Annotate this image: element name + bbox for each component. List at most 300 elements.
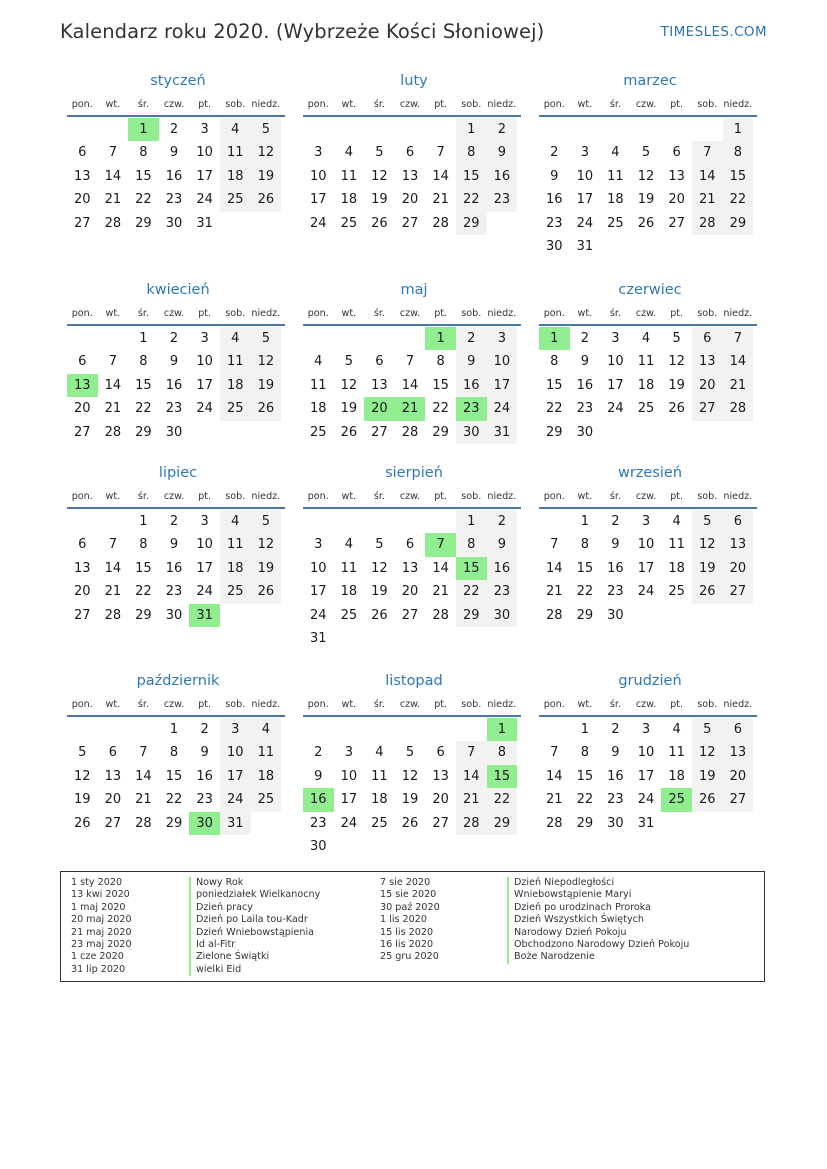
day-cell: 13 <box>104 768 122 784</box>
weekday-label: wt. <box>105 99 121 110</box>
legend-dates-right <box>380 877 440 964</box>
day-cell: 2 <box>550 145 559 161</box>
day-cell: 3 <box>220 718 251 741</box>
weekday-label: czw. <box>635 491 657 502</box>
day-cell: 8 <box>139 354 148 370</box>
day-cell: 29 <box>723 212 754 235</box>
day-cell: 23 <box>487 580 518 603</box>
day-cell: 16 <box>607 768 624 784</box>
day-cell: 21 <box>432 584 449 600</box>
day-cell: 15 <box>135 168 152 184</box>
day-cell: 13 <box>723 741 754 764</box>
day-cell: 3 <box>344 745 353 761</box>
day-cell: 2 <box>487 118 518 141</box>
legend-date: 30 paź 2020 <box>380 901 440 913</box>
weekday-label: pt. <box>434 99 448 110</box>
day-cell: 22 <box>135 192 152 208</box>
day-cell: 26 <box>251 397 282 420</box>
day-cell: 8 <box>436 354 445 370</box>
day-cell: 10 <box>309 168 327 184</box>
day-cell: 3 <box>200 514 209 529</box>
weekday-label: niedz. <box>251 308 281 319</box>
day-cell: 4 <box>251 718 282 741</box>
weekday-label: niedz. <box>723 699 753 710</box>
day-cell: 11 <box>220 350 251 373</box>
day-cell: 7 <box>108 537 117 553</box>
weekday-label: pt. <box>198 491 212 502</box>
day-cell: 13 <box>668 168 685 184</box>
day-cell: 28 <box>723 397 754 420</box>
weekday-label: sob. <box>697 308 718 319</box>
month-title: czerwiec <box>618 282 682 298</box>
day-cell: 23 <box>545 215 563 231</box>
day-cell: 20 <box>668 192 685 208</box>
weekday-label: sob. <box>225 308 246 319</box>
day-cell: 27 <box>73 424 91 440</box>
day-cell: 22 <box>135 401 152 417</box>
weekday-label: śr. <box>137 308 149 319</box>
day-cell: 1 <box>456 510 487 533</box>
day-cell: 9 <box>169 537 179 553</box>
weekday-label: wt. <box>577 308 593 319</box>
month-divider <box>67 715 285 717</box>
day-cell: 14 <box>104 377 122 393</box>
day-cell: 17 <box>309 584 327 600</box>
day-cell: 12 <box>371 560 388 576</box>
day-cell: 12 <box>692 741 723 764</box>
day-cell: 22 <box>432 401 449 417</box>
weekday-label: czw. <box>399 491 421 502</box>
day-cell: 29 <box>456 212 487 235</box>
day-cell: 20 <box>401 584 419 600</box>
weekday-label: pon. <box>71 491 93 502</box>
month-divider <box>303 324 521 326</box>
day-cell: 25 <box>340 215 358 231</box>
day-cell: 30 <box>165 215 183 231</box>
day-cell: 27 <box>401 607 419 623</box>
day-cell: 18 <box>220 374 251 397</box>
day-cell: 25 <box>220 397 251 420</box>
day-cell: 19 <box>73 792 91 808</box>
day-cell: 27 <box>73 607 91 623</box>
day-cell: 30 <box>309 839 327 854</box>
day-cell: 12 <box>401 768 419 784</box>
day-cell: 9 <box>550 168 559 184</box>
day-cell: 3 <box>641 514 651 529</box>
day-cell: 13 <box>692 350 723 373</box>
day-cell: 27 <box>692 397 723 420</box>
day-cell: 26 <box>668 401 685 417</box>
day-cell: 8 <box>487 741 518 764</box>
day-cell: 7 <box>456 741 487 764</box>
legend-holiday-name: Dzień Wniebowstąpienia <box>189 927 320 939</box>
day-cell: 21 <box>104 584 122 600</box>
day-cell: 30 <box>165 424 183 440</box>
day-cell: 10 <box>637 537 655 553</box>
weekday-label: wt. <box>341 99 357 110</box>
day-cell: 6 <box>672 145 681 161</box>
day-cell: 10 <box>196 537 213 553</box>
day-cell: 31 <box>487 421 518 444</box>
day-cell: 29 <box>135 215 152 231</box>
holiday-day-cell: 1 <box>539 327 570 350</box>
day-cell: 29 <box>135 607 152 623</box>
day-cell: 25 <box>340 607 358 623</box>
weekday-label: śr. <box>373 699 385 710</box>
day-cell: 17 <box>196 377 213 393</box>
weekday-label: sob. <box>461 308 482 319</box>
day-cell: 29 <box>456 604 487 627</box>
legend-date: 20 maj 2020 <box>71 914 132 926</box>
day-cell: 23 <box>487 188 518 211</box>
legend-date: 16 lis 2020 <box>380 938 434 950</box>
day-cell: 14 <box>104 560 122 576</box>
legend-date: 25 gru 2020 <box>380 951 439 963</box>
day-cell: 1 <box>139 514 148 529</box>
day-cell: 11 <box>371 768 388 784</box>
day-cell: 28 <box>545 607 563 623</box>
day-cell: 22 <box>576 792 594 808</box>
day-cell: 17 <box>487 374 518 397</box>
day-cell: 26 <box>73 815 91 831</box>
weekday-label: wt. <box>105 699 121 710</box>
day-cell: 18 <box>668 768 685 784</box>
day-cell: 15 <box>576 560 594 576</box>
day-cell: 18 <box>220 557 251 580</box>
day-cell: 17 <box>196 168 213 184</box>
day-cell: 16 <box>607 560 624 576</box>
weekday-label: śr. <box>373 308 385 319</box>
day-cell: 9 <box>580 354 589 370</box>
day-cell: 18 <box>607 192 624 208</box>
day-cell: 18 <box>340 584 358 600</box>
day-cell: 2 <box>487 510 518 533</box>
legend-date: 1 lis 2020 <box>380 914 427 926</box>
day-cell: 27 <box>401 215 419 231</box>
day-cell: 12 <box>340 377 358 393</box>
day-cell: 2 <box>611 514 620 529</box>
day-cell: 25 <box>371 815 388 831</box>
day-cell: 3 <box>200 122 209 137</box>
holiday-day-cell: 1 <box>487 718 518 741</box>
weekday-label: śr. <box>137 699 149 710</box>
day-cell: 4 <box>344 145 353 161</box>
day-cell: 20 <box>73 401 91 417</box>
legend-holiday-name: Wniebowstąpienie Maryi <box>507 889 689 901</box>
day-cell: 20 <box>432 792 449 808</box>
day-cell: 31 <box>220 812 251 835</box>
day-cell: 22 <box>135 584 152 600</box>
day-cell: 24 <box>309 215 327 231</box>
day-cell: 22 <box>545 401 563 417</box>
month-title: kwiecień <box>146 282 210 298</box>
weekday-label: niedz. <box>723 99 753 110</box>
day-cell: 13 <box>432 768 449 784</box>
day-cell: 21 <box>545 792 563 808</box>
day-cell: 22 <box>723 188 754 211</box>
weekday-label: pon. <box>71 308 93 319</box>
legend-holiday-name: Dzień Niepodległości <box>507 877 689 889</box>
day-cell: 2 <box>200 722 209 737</box>
day-cell: 1 <box>456 118 487 141</box>
weekday-label: pt. <box>670 491 684 502</box>
legend-holiday-name: Dzień po urodzinach Proroka <box>507 902 689 914</box>
weekday-label: niedz. <box>487 699 517 710</box>
weekday-label: wt. <box>577 699 593 710</box>
day-cell: 16 <box>456 374 487 397</box>
day-cell: 7 <box>139 745 148 761</box>
day-cell: 22 <box>456 580 487 603</box>
day-cell: 27 <box>104 815 122 831</box>
day-cell: 12 <box>251 141 282 164</box>
day-cell: 23 <box>165 584 183 600</box>
day-cell: 24 <box>196 401 213 417</box>
day-cell: 10 <box>637 745 655 761</box>
weekday-label: pt. <box>670 699 684 710</box>
day-cell: 8 <box>580 745 589 761</box>
day-cell: 20 <box>723 765 754 788</box>
day-cell: 14 <box>104 168 122 184</box>
weekday-label: niedz. <box>251 99 281 110</box>
day-cell: 6 <box>375 354 384 370</box>
legend-holiday-name: Nowy Rok <box>189 877 320 889</box>
month-title: październik <box>136 673 220 689</box>
day-cell: 15 <box>576 768 594 784</box>
weekday-label: niedz. <box>487 308 517 319</box>
weekday-label: śr. <box>373 99 385 110</box>
day-cell: 8 <box>580 537 589 553</box>
month-divider <box>67 507 285 509</box>
legend-date: 31 lip 2020 <box>71 963 126 975</box>
day-cell: 6 <box>78 145 87 161</box>
day-cell: 12 <box>251 533 282 556</box>
holiday-day-cell: 21 <box>395 397 426 420</box>
day-cell: 11 <box>309 377 327 393</box>
day-cell: 26 <box>340 424 358 440</box>
day-cell: 4 <box>672 514 681 529</box>
day-cell: 28 <box>432 607 449 623</box>
day-cell: 1 <box>139 331 148 346</box>
day-cell: 28 <box>104 607 122 623</box>
day-cell: 7 <box>723 327 754 350</box>
weekday-label: śr. <box>137 99 149 110</box>
day-cell: 19 <box>401 792 419 808</box>
weekday-label: niedz. <box>251 491 281 502</box>
day-cell: 5 <box>78 745 87 761</box>
day-cell: 25 <box>607 215 624 231</box>
day-cell: 11 <box>340 168 358 184</box>
day-cell: 18 <box>668 560 685 576</box>
day-cell: 5 <box>672 331 681 346</box>
weekday-label: śr. <box>373 491 385 502</box>
day-cell: 5 <box>375 537 384 553</box>
day-cell: 9 <box>169 145 179 161</box>
weekday-label: sob. <box>697 99 718 110</box>
day-cell: 26 <box>401 815 419 831</box>
day-cell: 16 <box>545 192 563 208</box>
day-cell: 8 <box>169 745 179 761</box>
day-cell: 9 <box>611 745 620 761</box>
day-cell: 17 <box>309 192 327 208</box>
day-cell: 30 <box>576 424 594 440</box>
legend-names-left <box>189 877 320 976</box>
weekday-label: czw. <box>163 491 185 502</box>
weekday-label: czw. <box>399 308 421 319</box>
day-cell: 17 <box>340 792 358 808</box>
day-cell: 21 <box>692 188 723 211</box>
day-cell: 6 <box>78 537 87 553</box>
day-cell: 9 <box>487 141 518 164</box>
legend-date: 15 lis 2020 <box>380 926 434 938</box>
day-cell: 27 <box>432 815 449 831</box>
day-cell: 26 <box>692 788 723 811</box>
legend-holiday-name: Obchodzono Narodowy Dzień Pokoju <box>507 939 689 951</box>
legend-holiday-name: Boże Narodzenie <box>507 951 689 963</box>
day-cell: 14 <box>456 765 487 788</box>
day-cell: 16 <box>165 168 183 184</box>
day-cell: 14 <box>545 768 563 784</box>
day-cell: 11 <box>668 745 685 761</box>
day-cell: 2 <box>169 331 179 346</box>
weekday-label: pon. <box>307 699 329 710</box>
day-cell: 24 <box>220 788 251 811</box>
weekday-label: pt. <box>434 308 448 319</box>
holiday-day-cell: 13 <box>67 374 98 397</box>
day-cell: 24 <box>637 584 655 600</box>
weekday-label: czw. <box>399 99 421 110</box>
day-cell: 27 <box>371 424 388 440</box>
weekday-label: pon. <box>307 308 329 319</box>
weekday-label: czw. <box>399 699 421 710</box>
day-cell: 15 <box>135 377 152 393</box>
day-cell: 2 <box>580 331 589 346</box>
day-cell: 19 <box>251 374 282 397</box>
day-cell: 19 <box>340 401 358 417</box>
day-cell: 19 <box>692 765 723 788</box>
day-cell: 20 <box>692 374 723 397</box>
day-cell: 14 <box>401 377 419 393</box>
day-cell: 24 <box>309 607 327 623</box>
day-cell: 8 <box>139 537 148 553</box>
day-cell: 23 <box>165 192 183 208</box>
day-cell: 29 <box>165 815 183 831</box>
day-cell: 17 <box>576 192 594 208</box>
legend-holiday-name: Dzień pracy <box>189 902 320 914</box>
legend-names-right <box>507 877 689 964</box>
weekday-label: niedz. <box>723 491 753 502</box>
day-cell: 3 <box>611 331 620 346</box>
day-cell: 12 <box>692 533 723 556</box>
day-cell: 9 <box>456 350 487 373</box>
brand-link[interactable]: TIMESLES.COM <box>660 24 767 40</box>
holiday-day-cell: 15 <box>456 557 487 580</box>
day-cell: 17 <box>637 768 655 784</box>
day-cell: 30 <box>545 239 563 254</box>
day-cell: 23 <box>576 401 594 417</box>
legend-date: 1 sty 2020 <box>71 877 123 888</box>
weekday-label: śr. <box>609 308 621 319</box>
day-cell: 29 <box>432 424 449 440</box>
weekday-label: śr. <box>137 491 149 502</box>
weekday-label: sob. <box>461 491 482 502</box>
day-cell: 7 <box>405 354 415 370</box>
day-cell: 4 <box>220 510 251 533</box>
day-cell: 21 <box>104 401 122 417</box>
day-cell: 29 <box>576 607 594 623</box>
day-cell: 16 <box>576 377 594 393</box>
day-cell: 5 <box>251 510 282 533</box>
day-cell: 11 <box>220 141 251 164</box>
day-cell: 27 <box>73 215 91 231</box>
day-cell: 30 <box>487 604 518 627</box>
day-cell: 9 <box>487 533 518 556</box>
holiday-day-cell: 30 <box>189 812 220 835</box>
day-cell: 20 <box>73 584 91 600</box>
day-cell: 14 <box>135 768 152 784</box>
day-cell: 31 <box>637 815 655 831</box>
weekday-label: pt. <box>434 699 448 710</box>
day-cell: 11 <box>668 537 685 553</box>
weekday-label: czw. <box>163 99 185 110</box>
day-cell: 31 <box>309 631 327 646</box>
day-cell: 1 <box>580 722 589 737</box>
weekday-label: wt. <box>341 491 357 502</box>
day-cell: 19 <box>371 192 388 208</box>
holiday-day-cell: 1 <box>128 118 159 141</box>
month-title: listopad <box>385 673 443 689</box>
day-cell: 27 <box>668 215 685 231</box>
day-cell: 4 <box>220 327 251 350</box>
day-cell: 2 <box>169 122 179 137</box>
weekday-label: niedz. <box>723 308 753 319</box>
weekday-label: czw. <box>635 699 657 710</box>
day-cell: 28 <box>692 212 723 235</box>
day-cell: 6 <box>78 354 87 370</box>
month-divider <box>67 115 285 117</box>
day-cell: 27 <box>723 580 754 603</box>
weekday-label: sob. <box>225 699 246 710</box>
day-cell: 9 <box>314 768 323 784</box>
weekday-label: niedz. <box>251 699 281 710</box>
day-cell: 20 <box>723 557 754 580</box>
day-cell: 21 <box>545 584 563 600</box>
legend-holiday-name: Zielone Świątki <box>189 951 320 963</box>
day-cell: 10 <box>340 768 358 784</box>
day-cell: 5 <box>375 145 384 161</box>
weekday-label: sob. <box>461 99 482 110</box>
day-cell: 17 <box>607 377 624 393</box>
day-cell: 3 <box>314 145 323 161</box>
holiday-day-cell: 15 <box>487 765 518 788</box>
day-cell: 15 <box>723 165 754 188</box>
day-cell: 13 <box>73 560 91 576</box>
day-cell: 29 <box>576 815 594 831</box>
day-cell: 21 <box>723 374 754 397</box>
day-cell: 5 <box>692 718 723 741</box>
weekday-label: pon. <box>543 308 565 319</box>
weekday-label: pt. <box>670 99 684 110</box>
day-cell: 26 <box>371 215 388 231</box>
day-cell: 24 <box>196 192 213 208</box>
day-cell: 16 <box>487 557 518 580</box>
day-cell: 19 <box>692 557 723 580</box>
day-cell: 7 <box>550 745 559 761</box>
day-cell: 22 <box>165 792 183 808</box>
weekday-label: niedz. <box>487 99 517 110</box>
weekday-label: pon. <box>543 699 565 710</box>
day-cell: 18 <box>637 377 655 393</box>
day-cell: 19 <box>251 165 282 188</box>
